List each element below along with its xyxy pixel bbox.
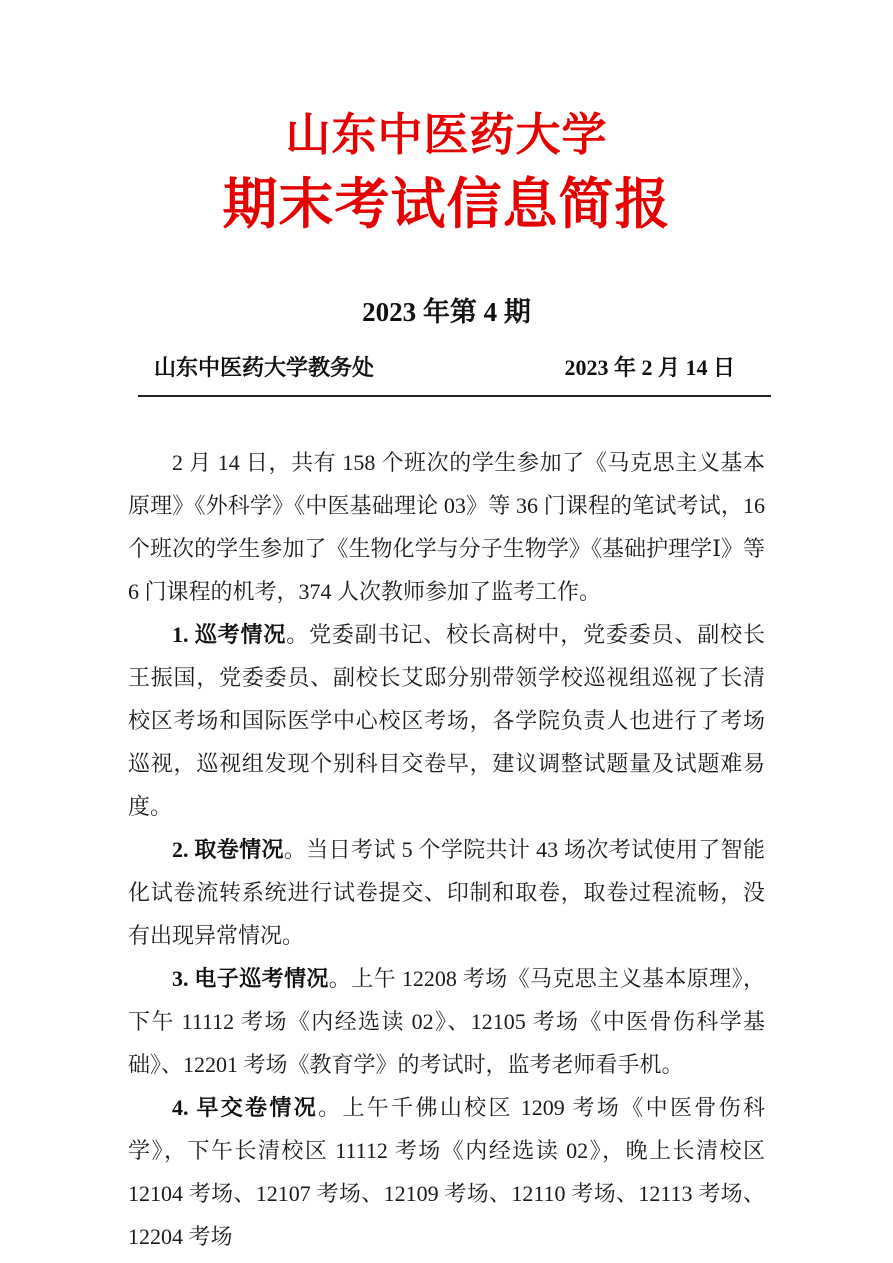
bulletin-title: 期末考试信息简报 (222, 174, 671, 235)
divider-line (138, 395, 771, 397)
section-2-text: 。当日考试 5 个学院共计 43 场次考试使用了智能化试卷流转系统进行试卷提交、印制和取卷，取卷过程流畅，没有出现异常情况。 (128, 837, 765, 948)
section-1-label: 1. 巡考情况 (172, 622, 287, 647)
section-4-label: 4. 早交卷情况 (172, 1095, 319, 1120)
issue-number: 2023 年第 4 期 (362, 297, 531, 327)
intro-paragraph: 2 月 14 日，共有 158 个班次的学生参加了《马克思主义基本原理》《外科学》《中医基础理论 03》等 36 门课程的笔试考试，16 个班次的学生参加了《生物化学与分子生物学》《基础护理学Ⅰ》等 6 门课程的机考，374 人次教师参加了监考工作。 (128, 450, 765, 604)
section-paragraph-1 (128, 613, 765, 828)
section-2-label: 2. 取卷情况 (172, 837, 284, 862)
section-paragraph-2 (128, 828, 765, 957)
university-name: 山东中医药大学 (285, 110, 608, 160)
issue-date: 2023 年 2 月 14 日 (564, 355, 735, 380)
section-paragraph-3 (128, 957, 765, 1086)
section-4-text: 。上午千佛山校区 1209 考场《中医骨伤科学》，下午长清校区 11112 考场《内经选读 02》，晚上长清校区 12104 考场、12107 考场、12109 考场、12110 考场、12113 考场、12204 考场 (128, 1095, 765, 1249)
section-3-label: 3. 电子巡考情况 (172, 966, 329, 991)
meta-row (128, 351, 765, 382)
document-body (128, 441, 765, 1258)
section-3-text: 。上午 12208 考场《马克思主义基本原理》，下午 11112 考场《内经选读 02》、12105 考场《中医骨伤科学基础》、12201 考场《教育学》的考试时，监考老师看手机。 (128, 966, 765, 1077)
section-1-text: 。党委副书记、校长高树中，党委委员、副校长王振国，党委委员、副校长艾邸分别带领学校巡视组巡视了长清校区考场和国际医学中心校区考场，各学院负责人也进行了考场巡视，巡视组发现个别科目交卷早，建议调整试题量及试题难易度。 (128, 622, 765, 819)
publisher-name: 山东中医药大学教务处 (154, 355, 375, 380)
section-paragraph-4 (128, 1086, 765, 1258)
